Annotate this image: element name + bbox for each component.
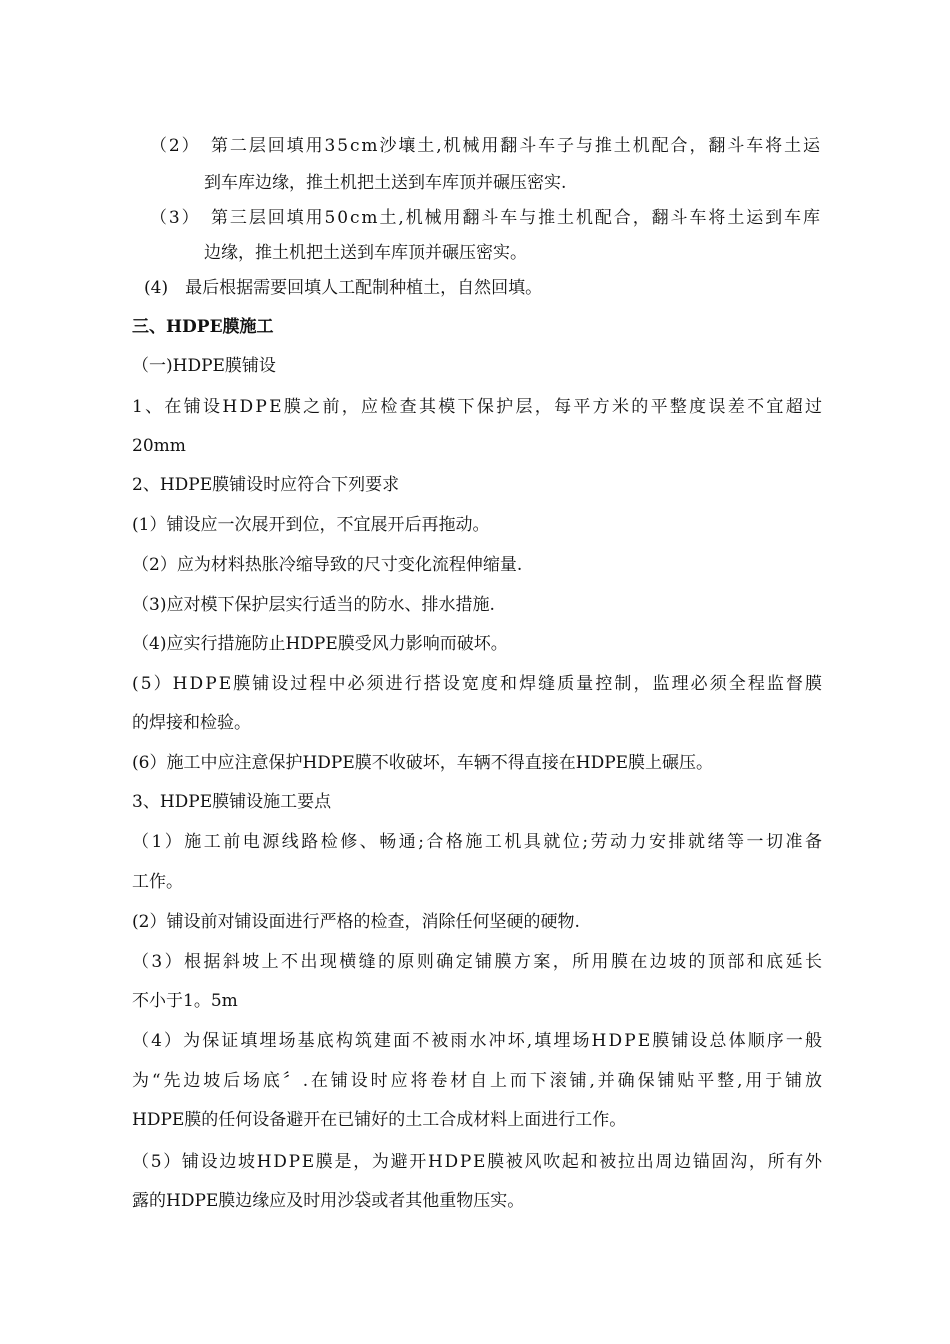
key-point-2: (2）铺设前对铺设面进行严格的检查，消除任何坚硬的硬物.	[132, 912, 580, 932]
requirement-2: （2）应为材料热胀冷缩导致的尺寸变化流程伸缩量.	[132, 555, 523, 575]
requirement-3: （3)应对模下保护层实行适当的防水、排水措施.	[132, 595, 495, 615]
key-point-1-line-1: （1）施工前电源线路检修、畅通;合格施工机具就位;劳动力安排就绪等一切准备	[132, 832, 825, 852]
section-heading: 三、HDPE膜施工	[132, 317, 274, 337]
paragraph-1-line-2: 20mm	[132, 436, 186, 456]
requirement-5-line-2: 的焊接和检验。	[132, 713, 251, 733]
list-item-backfill-2-line-2: 到车库边缘，推土机把土送到车库顶并碾压密实.	[204, 173, 567, 193]
list-item-backfill-2-line-1: （2） 第二层回填用35cm沙壤土,机械用翻斗车子与推土机配合，翻斗车将土运	[150, 136, 822, 156]
subsection-heading: （一)HDPE膜铺设	[132, 356, 276, 376]
key-point-3-line-1: （3）根据斜坡上不出现横缝的原则确定铺膜方案，所用膜在边坡的顶部和底延长	[132, 952, 825, 972]
key-point-5-line-2: 露的HDPE膜边缘应及时用沙袋或者其他重物压实。	[132, 1191, 525, 1211]
paragraph-2: 2、HDPE膜铺设时应符合下列要求	[132, 475, 400, 495]
key-point-3-line-2: 不小于1。5m	[132, 991, 238, 1011]
key-point-4-line-2: 为“先边坡后场底〞.在铺设时应将卷材自上而下滚铺,并确保铺贴平整,用于铺放	[132, 1071, 825, 1091]
list-item-backfill-3-line-2: 边缘，推土机把土送到车库顶并碾压密实。	[204, 243, 527, 263]
requirement-5-line-1: (5）HDPE膜铺设过程中必须进行搭设宽度和焊缝质量控制，监理必须全程监督膜	[132, 674, 825, 694]
requirement-6: (6）施工中应注意保护HDPE膜不收破坏，车辆不得直接在HDPE膜上碾压。	[132, 753, 714, 773]
paragraph-3: 3、HDPE膜铺设施工要点	[132, 792, 332, 812]
list-item-backfill-3-line-1: （3） 第三层回填用50cm土,机械用翻斗车与推土机配合，翻斗车将土运到车库	[150, 208, 822, 228]
key-point-4-line-1: （4）为保证填埋场基底构筑建面不被雨水冲坏,填埋场HDPE膜铺设总体顺序一般	[132, 1031, 825, 1051]
key-point-4-line-3: HDPE膜的任何设备避开在已铺好的土工合成材料上面进行工作。	[132, 1110, 627, 1130]
key-point-5-line-1: （5）铺设边坡HDPE膜是，为避开HDPE膜被风吹起和被拉出周边锚固沟，所有外	[132, 1152, 824, 1172]
list-item-backfill-4: (4) 最后根据需要回填人工配制种植土，自然回填。	[144, 278, 543, 298]
requirement-1: (1）铺设应一次展开到位，不宜展开后再拖动。	[132, 515, 490, 535]
requirement-4: （4)应实行措施防止HDPE膜受风力影响而破坏。	[132, 634, 508, 654]
paragraph-1-line-1: 1、在铺设HDPE膜之前，应检查其模下保护层，每平方米的平整度误差不宜超过	[132, 397, 825, 417]
key-point-1-line-2: 工作。	[132, 872, 183, 892]
